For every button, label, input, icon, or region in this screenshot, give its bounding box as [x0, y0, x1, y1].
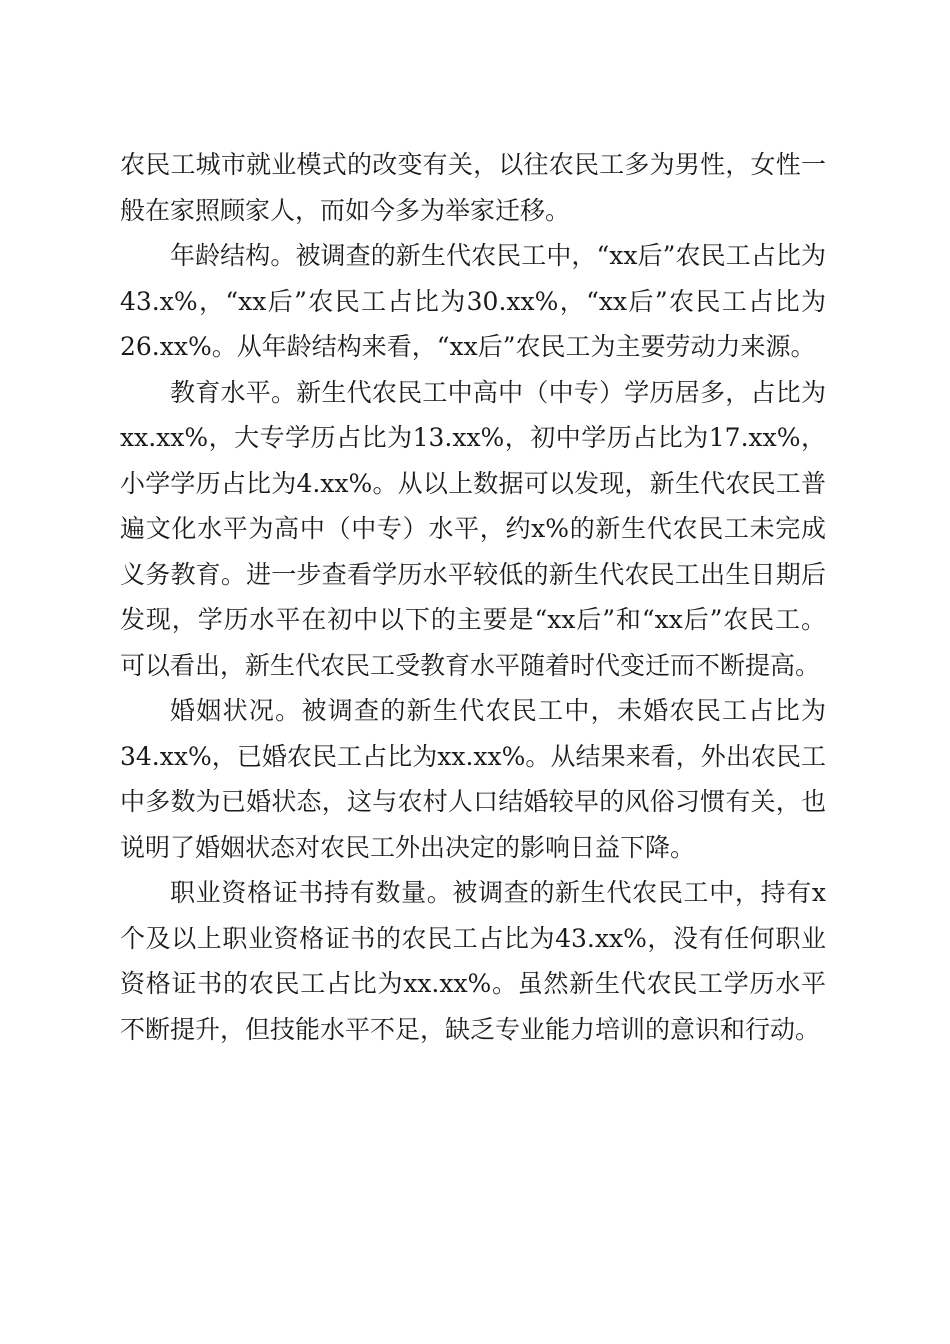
paragraph-age-structure: 年龄结构。被调查的新生代农民工中，“xx后”农民工占比为43.x%，“xx后”农民工占比为30.xx%，“xx后”农民工占比为26.xx%。从年龄结构来看，“xx后”农民工为主要劳动力来源。 [120, 241, 826, 361]
paragraph-certificates: 职业资格证书持有数量。被调查的新生代农民工中，持有x个及以上职业资格证书的农民工占比为43.xx%，没有任何职业资格证书的农民工占比为xx.xx%。虽然新生代农民工学历水平不断提升，但技能水平不足，缺乏专业能力培训的意识和行动。 [120, 878, 826, 1044]
document-body [120, 142, 826, 1052]
paragraph-education-level: 教育水平。新生代农民工中高中（中专）学历居多，占比为xx.xx%，大专学历占比为13.xx%，初中学历占比为17.xx%，小学学历占比为4.xx%。从以上数据可以发现，新生代农民工普遍文化水平为高中（中专）水平，约x%的新生代农民工未完成义务教育。进一步查看学历水平较低的新生代农民工出生日期后发现，学历水平在初中以下的主要是“xx后”和“xx后”农民工。可以看出，新生代农民工受教育水平随着时代变迁而不断提高。 [120, 377, 826, 680]
paragraph-marital-status: 婚姻状况。被调查的新生代农民工中，未婚农民工占比为34.xx%，已婚农民工占比为xx.xx%。从结果来看，外出农民工中多数为已婚状态，这与农村人口结婚较早的风俗习惯有关，也说明了婚姻状态对农民工外出决定的影响日益下降。 [120, 696, 826, 862]
paragraph-continuation: 农民工城市就业模式的改变有关，以往农民工多为男性，女性一般在家照顾家人，而如今多为举家迁移。 [120, 150, 826, 225]
